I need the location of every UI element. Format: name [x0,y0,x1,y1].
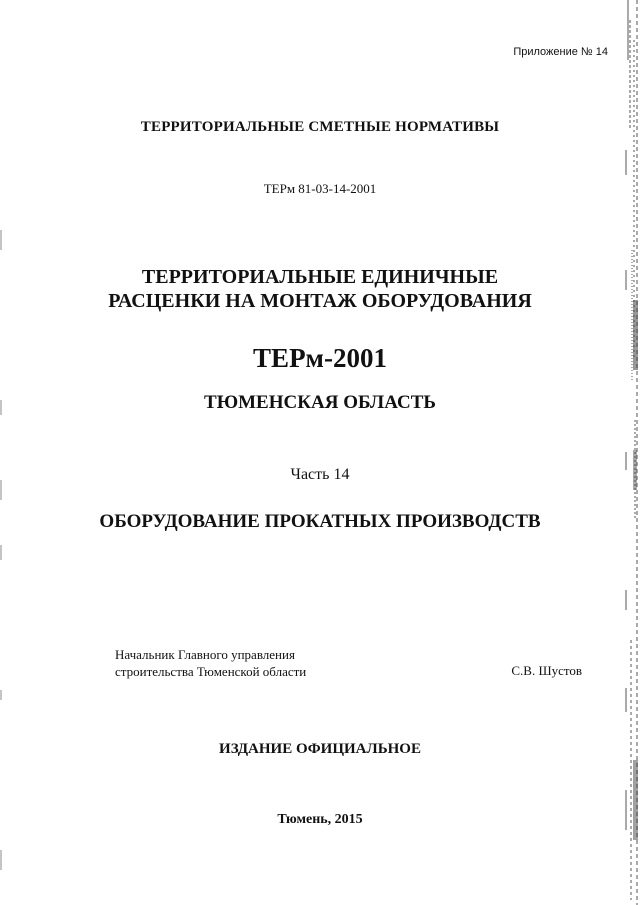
short-title: ТЕРм-2001 [253,343,387,373]
appendix-label: Приложение № 14 [513,46,608,58]
scan-edge-artifact [618,0,640,905]
region-title: ТЮМЕНСКАЯ ОБЛАСТЬ [204,392,436,413]
main-title [0,265,640,313]
signatory-position-line-1: Начальник Главного управления [115,647,295,662]
scan-left-edge-artifact [0,0,4,905]
part-number: Часть 14 [290,466,350,483]
document-code: ТЕРм 81-03-14-2001 [263,181,377,196]
signatory-position [115,646,306,680]
main-title-line-2: РАСЦЕНКИ НА МОНТАЖ ОБОРУДОВАНИЯ [108,290,532,312]
place-and-year: Тюмень, 2015 [277,812,363,827]
edition-label: ИЗДАНИЕ ОФИЦИАЛЬНОЕ [219,741,421,757]
signatory-name: С.В. Шустов [511,663,582,678]
signatory-position-line-2: строительства Тюменской области [115,664,307,679]
main-title-line-1: ТЕРРИТОРИАЛЬНЫЕ ЕДИНИЧНЫЕ [141,266,499,288]
series-title: ТЕРРИТОРИАЛЬНЫЕ СМЕТНЫЕ НОРМАТИВЫ [140,119,500,135]
subject-title: ОБОРУДОВАНИЕ ПРОКАТНЫХ ПРОИЗВОДСТВ [99,511,541,532]
